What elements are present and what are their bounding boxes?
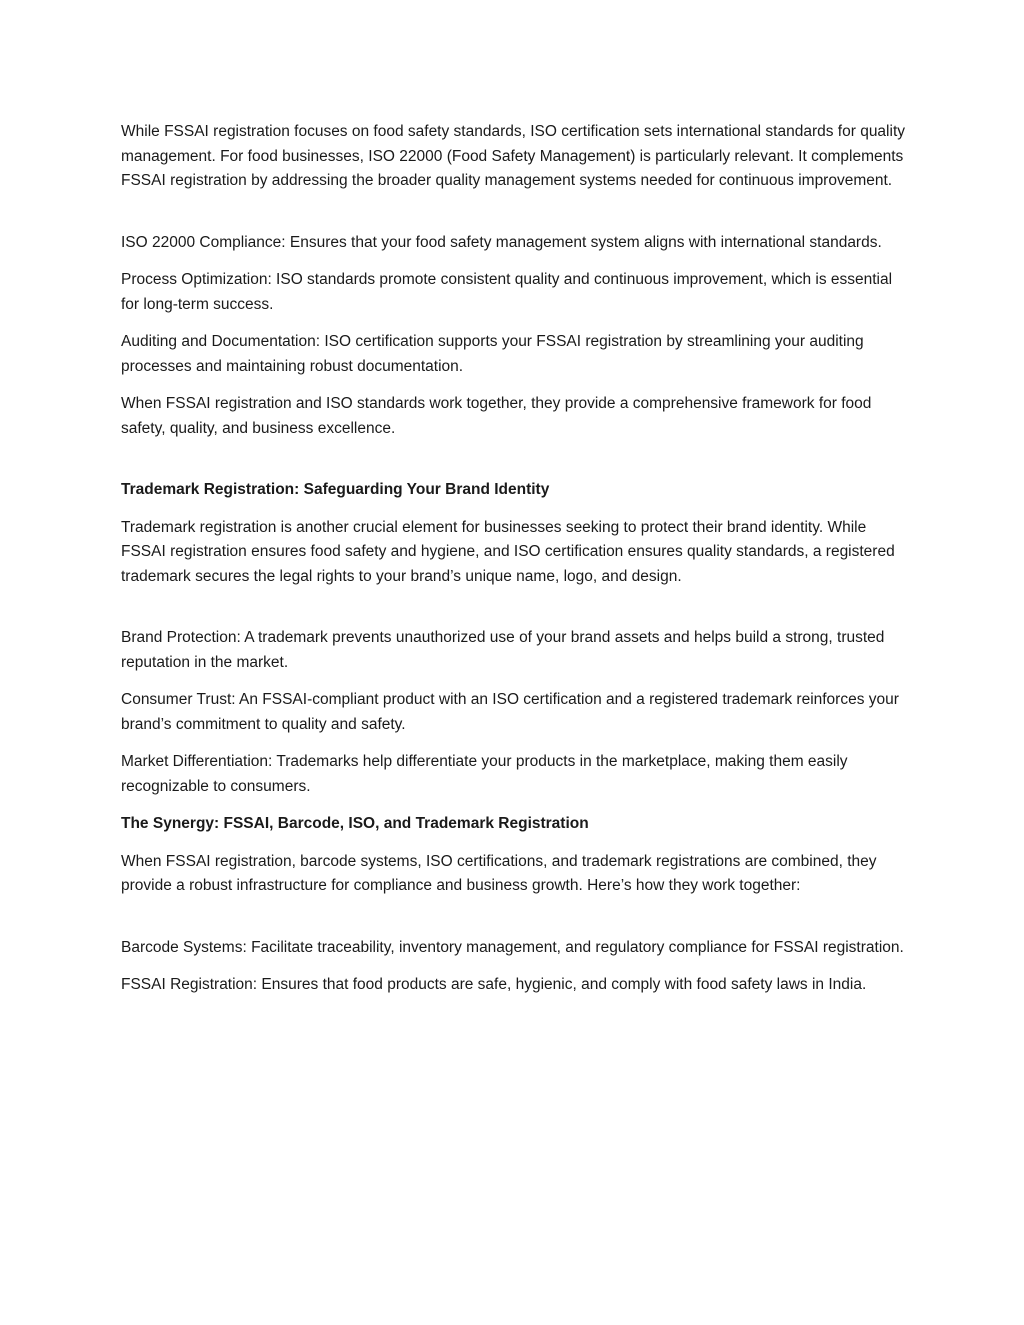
- iso-point-auditing: Auditing and Documentation: ISO certification supports your FSSAI registration by streamlining your auditing processes and maintaining robust documentation.: [121, 333, 864, 375]
- intro-paragraph: While FSSAI registration focuses on food safety standards, ISO certification sets international standards for quality management. For food businesses, ISO 22000 (Food Safety Management) is particularly relevant. It complements FSSAI registration by addressing the broader quality management systems needed for continuous improvement.: [121, 123, 905, 189]
- synergy-point-fssai: FSSAI Registration: Ensures that food products are safe, hygienic, and comply with food safety laws in India.: [121, 976, 867, 993]
- synergy-heading: The Synergy: FSSAI, Barcode, ISO, and Trademark Registration: [121, 815, 589, 832]
- iso-point-process: Process Optimization: ISO standards promote consistent quality and continuous improvement, which is essential for long-term success.: [121, 271, 893, 313]
- document-page: [121, 120, 907, 1011]
- trademark-heading: Trademark Registration: Safeguarding Your Brand Identity: [121, 481, 550, 498]
- trademark-intro-paragraph: Trademark registration is another crucial element for businesses seeking to protect their brand identity. While FSSAI registration ensures food safety and hygiene, and ISO certification ensures quality standards, a registered trademark secures the legal rights to your brand’s unique name, logo, and design.: [121, 518, 895, 585]
- trademark-point-brand-protection: Brand Protection: A trademark prevents unauthorized use of your brand assets and helps build a strong, trusted reputation in the market.: [121, 629, 885, 671]
- trademark-point-consumer-trust: Consumer Trust: An FSSAI-compliant product with an ISO certification and a registered trademark reinforces your brand’s commitment to quality and safety.: [121, 691, 899, 733]
- iso-summary-paragraph: When FSSAI registration and ISO standards work together, they provide a comprehensive framework for food safety, quality, and business excellence.: [121, 395, 872, 437]
- synergy-point-barcode: Barcode Systems: Facilitate traceability, inventory management, and regulatory compliance for FSSAI registration.: [121, 938, 904, 956]
- trademark-point-market-differentiation: Market Differentiation: Trademarks help differentiate your products in the marketplace, making them easily recognizable to consumers.: [121, 753, 848, 795]
- iso-point-compliance: ISO 22000 Compliance: Ensures that your food safety management system aligns with international standards.: [121, 233, 882, 251]
- synergy-intro-paragraph: When FSSAI registration, barcode systems, ISO certifications, and trademark registrations are combined, they provide a robust infrastructure for compliance and business growth. Here’s how they work together:: [121, 852, 877, 894]
